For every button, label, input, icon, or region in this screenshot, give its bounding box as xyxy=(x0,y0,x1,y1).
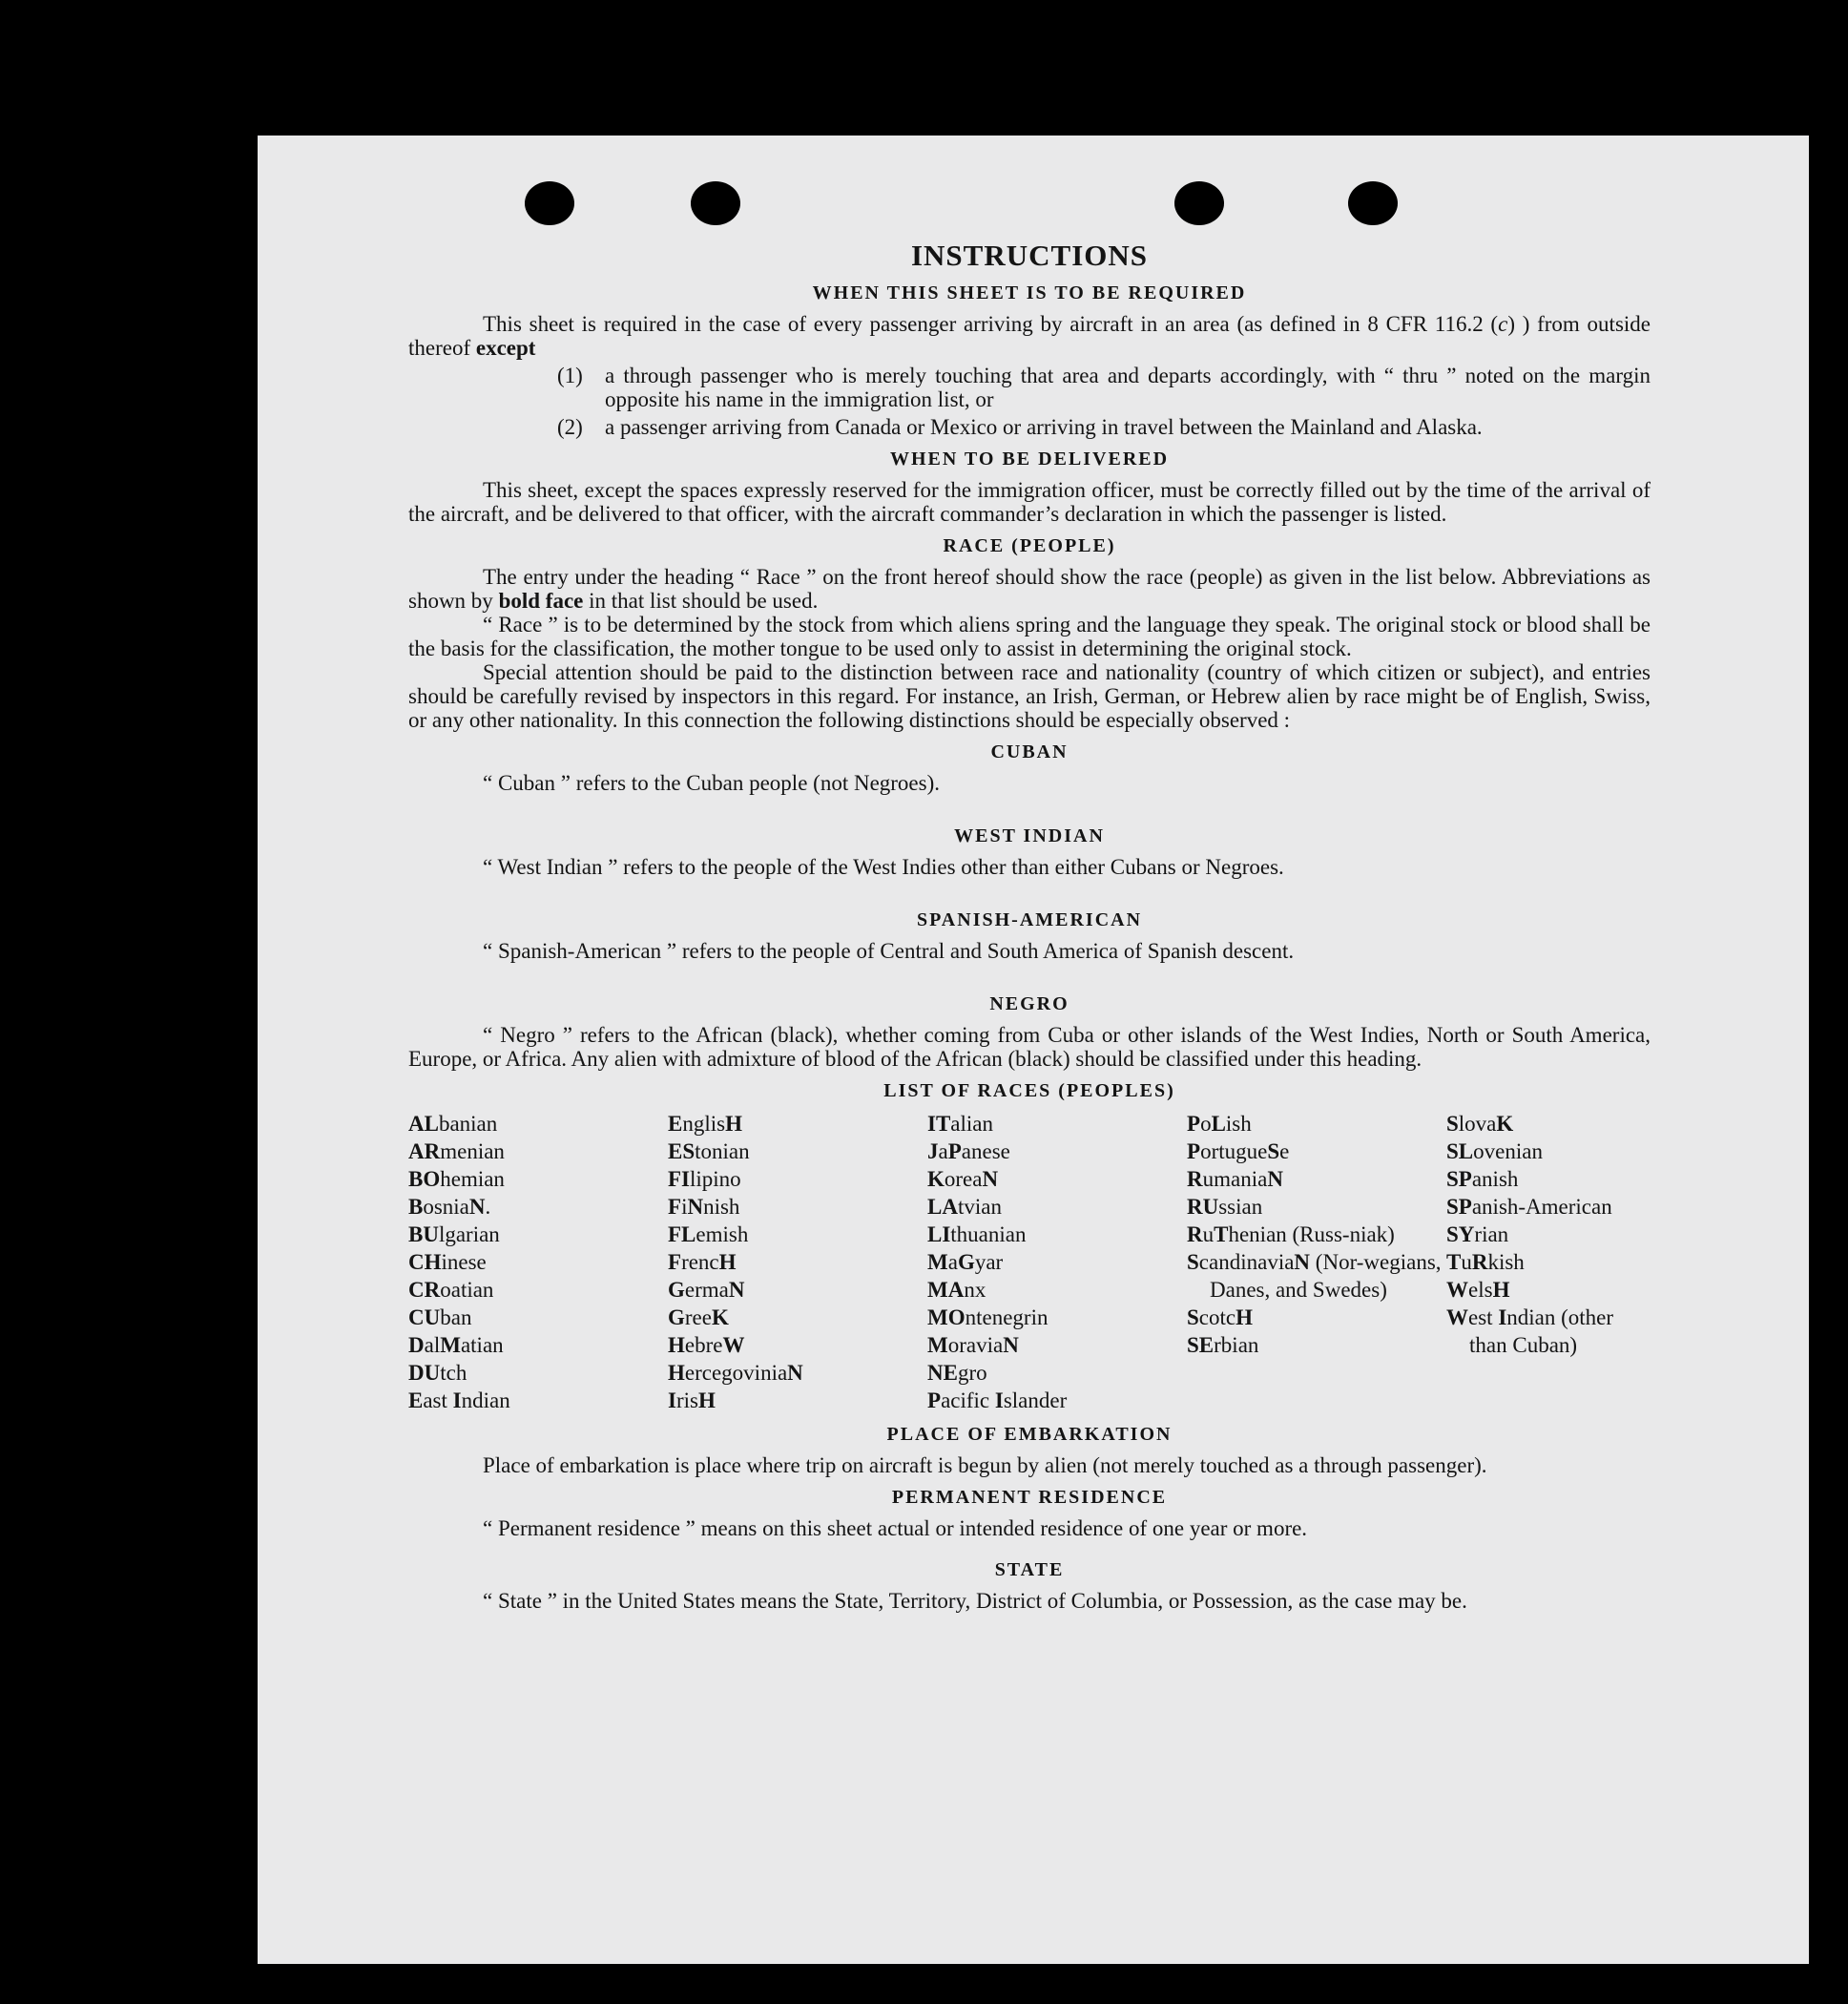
race-text: atian xyxy=(460,1333,504,1357)
race-entry xyxy=(408,1304,668,1331)
text: in that list should be used. xyxy=(583,589,819,613)
race-abbrev: S xyxy=(1187,1250,1199,1274)
races-list xyxy=(408,1110,1651,1414)
section-heading-state: STATE xyxy=(994,1559,1065,1580)
race-abbrev: N xyxy=(468,1195,486,1219)
race-text: tch xyxy=(440,1361,467,1385)
bold-phrase: bold face xyxy=(498,589,584,613)
race-entry xyxy=(408,1359,668,1387)
race-entry xyxy=(408,1165,668,1193)
race-abbrev: L xyxy=(1211,1112,1226,1136)
races-column xyxy=(408,1110,668,1414)
race-abbrev: P xyxy=(927,1388,942,1412)
item-text: a passenger arriving from Canada or Mexico or arriving in travel between the Mainland and Alaska. xyxy=(605,415,1483,439)
race-entry xyxy=(1446,1248,1651,1276)
race-entry xyxy=(668,1359,927,1387)
race-entry xyxy=(927,1331,1187,1359)
race-text: ssian xyxy=(1218,1195,1263,1219)
race-text: anish-American xyxy=(1471,1195,1612,1219)
race-abbrev: BO xyxy=(408,1167,441,1191)
race-abbrev: P xyxy=(947,1139,962,1163)
race-entry xyxy=(927,1248,1187,1276)
race-text: thuanian xyxy=(950,1222,1027,1246)
punch-hole xyxy=(525,181,574,225)
race-text: renc xyxy=(681,1250,719,1274)
race-text: oatian xyxy=(440,1278,494,1302)
race-abbrev: AL xyxy=(408,1112,439,1136)
document-page xyxy=(258,136,1809,1964)
paragraph-delivered: This sheet, except the spaces expressly reserved for the immigration officer, must be correctly filled out by the time of the arrival of the aircraft, and be delivered to that officer, with the aircraft commander’s declaration in which the passenger is listed. xyxy=(408,478,1651,526)
text: This sheet is required in the case of every passenger arriving by aircraft in an area (as defined in 8 CFR 116.2 ( xyxy=(483,312,1499,336)
race-entry xyxy=(1187,1193,1446,1221)
race-text: anish xyxy=(1471,1167,1519,1191)
race-abbrev: I xyxy=(668,1388,676,1412)
race-entry xyxy=(1187,1331,1446,1359)
race-abbrev: N xyxy=(982,1167,999,1191)
race-text: hemian xyxy=(440,1167,505,1191)
race-text: emish xyxy=(696,1222,749,1246)
section-heading-delivered: WHEN TO BE DELIVERED xyxy=(889,449,1170,470)
punch-hole xyxy=(691,181,740,225)
race-abbrev: M xyxy=(927,1250,948,1274)
section-heading-cuban: CUBAN xyxy=(990,741,1069,762)
paragraph-race-1 xyxy=(408,565,1651,613)
race-text: i xyxy=(681,1195,688,1219)
race-abbrev: J xyxy=(927,1139,939,1163)
race-text: ebre xyxy=(684,1333,723,1357)
punch-hole xyxy=(1348,181,1398,225)
section-heading-negro: NEGRO xyxy=(989,993,1069,1014)
race-abbrev: AR xyxy=(408,1139,441,1163)
race-text: henian (Russ-niak) xyxy=(1228,1222,1395,1246)
race-entry xyxy=(927,1138,1187,1165)
races-column xyxy=(1187,1110,1446,1414)
race-abbrev: P xyxy=(1187,1139,1201,1163)
race-text: tonian xyxy=(695,1139,750,1163)
race-abbrev: DU xyxy=(408,1361,441,1385)
race-entry xyxy=(408,1248,668,1276)
race-entry xyxy=(927,1193,1187,1221)
race-text: osnia xyxy=(423,1195,469,1219)
punch-hole xyxy=(1174,181,1224,225)
race-abbrev: R xyxy=(1471,1250,1488,1274)
race-entry xyxy=(668,1248,927,1276)
race-text: cotc xyxy=(1198,1305,1236,1329)
race-entry xyxy=(1446,1165,1651,1193)
paragraph-west-indian: “ West Indian ” refers to the people of the West Indies other than either Cubans or Negroes. xyxy=(483,855,1284,879)
race-text: (Nor-wegians, Danes, and Swedes) xyxy=(1210,1250,1442,1302)
race-abbrev: S xyxy=(1187,1305,1199,1329)
race-abbrev: W xyxy=(722,1333,745,1357)
paragraph-spanish-american: “ Spanish-American ” refers to the people of Central and South America of Spanish descent. xyxy=(483,939,1295,963)
list-item xyxy=(557,415,1651,439)
race-entry xyxy=(408,1138,668,1165)
race-text: u xyxy=(1461,1250,1472,1274)
race-entry xyxy=(408,1110,668,1138)
race-text: lova xyxy=(1458,1112,1497,1136)
race-abbrev: G xyxy=(668,1305,685,1329)
race-abbrev: N xyxy=(1267,1167,1283,1191)
race-abbrev: T xyxy=(1446,1250,1462,1274)
race-abbrev: H xyxy=(1492,1278,1510,1302)
race-abbrev: MA xyxy=(927,1278,965,1302)
race-abbrev: SL xyxy=(1446,1139,1474,1163)
race-entry xyxy=(408,1331,668,1359)
race-text: ndian (other than Cuban) xyxy=(1469,1305,1614,1357)
race-text: al xyxy=(424,1333,441,1357)
race-abbrev: P xyxy=(1187,1112,1201,1136)
section-heading-west-indian: WEST INDIAN xyxy=(954,825,1105,846)
race-text: els xyxy=(1468,1278,1493,1302)
race-text: ast xyxy=(423,1388,453,1412)
race-abbrev: S xyxy=(1446,1112,1459,1136)
race-entry xyxy=(1446,1304,1651,1359)
race-abbrev: ES xyxy=(668,1139,696,1163)
item-number: (1) xyxy=(557,364,583,387)
race-abbrev: I xyxy=(994,1388,1004,1412)
race-entry xyxy=(408,1276,668,1304)
race-entry xyxy=(408,1193,668,1221)
race-abbrev: E xyxy=(408,1388,424,1412)
race-text: ris xyxy=(675,1388,698,1412)
race-text: lipino xyxy=(690,1167,741,1191)
race-abbrev: F xyxy=(668,1250,682,1274)
race-text: erma xyxy=(684,1278,729,1302)
race-text: alian xyxy=(950,1112,993,1136)
race-text: ndian xyxy=(461,1388,510,1412)
race-abbrev: W xyxy=(1446,1278,1468,1302)
race-text: menian xyxy=(440,1139,505,1163)
race-abbrev: N xyxy=(787,1361,803,1385)
race-entry xyxy=(1446,1110,1651,1138)
race-text: ish xyxy=(1225,1112,1252,1136)
race-abbrev: SP xyxy=(1446,1195,1472,1219)
instructions-body xyxy=(408,239,1651,1613)
race-text: nish xyxy=(703,1195,740,1219)
section-heading-embarkation: PLACE OF EMBARKATION xyxy=(886,1424,1173,1445)
race-abbrev: M xyxy=(440,1333,461,1357)
race-entry xyxy=(668,1331,927,1359)
race-entry xyxy=(927,1387,1187,1414)
race-abbrev: I xyxy=(1498,1305,1507,1329)
race-abbrev: H xyxy=(668,1333,685,1357)
race-abbrev: SP xyxy=(1446,1167,1472,1191)
race-text: ree xyxy=(684,1305,712,1329)
race-entry xyxy=(1187,1248,1446,1304)
list-item xyxy=(557,364,1651,411)
race-entry xyxy=(1446,1276,1651,1304)
race-text: candinavia xyxy=(1198,1250,1295,1274)
item-text: a through passenger who is merely touching that area and departs accordingly, with “ thru ” noted on the margin opposite his name in the immigration list, or xyxy=(605,364,1651,411)
race-abbrev: N xyxy=(1294,1250,1311,1274)
race-entry xyxy=(1446,1138,1651,1165)
race-text: ortugue xyxy=(1200,1139,1268,1163)
race-abbrev: LA xyxy=(927,1195,958,1219)
race-text: kish xyxy=(1487,1250,1525,1274)
bold-word: except xyxy=(475,336,536,360)
race-text: est xyxy=(1468,1305,1499,1329)
race-abbrev: W xyxy=(1446,1305,1468,1329)
race-entry xyxy=(668,1276,927,1304)
race-abbrev: R xyxy=(1187,1167,1203,1191)
race-abbrev: LI xyxy=(927,1222,951,1246)
race-abbrev: K xyxy=(927,1167,945,1191)
race-text: lgarian xyxy=(438,1222,500,1246)
paragraph-cuban: “ Cuban ” refers to the Cuban people (not Negroes). xyxy=(483,771,941,795)
race-abbrev: K xyxy=(711,1305,729,1329)
race-abbrev: H xyxy=(668,1361,685,1385)
race-text: gro xyxy=(957,1361,987,1385)
race-text: o xyxy=(1200,1112,1212,1136)
race-abbrev: BU xyxy=(408,1222,439,1246)
italic-letter: c xyxy=(1498,312,1508,336)
section-heading-spanish-american: SPANISH-AMERICAN xyxy=(916,909,1143,930)
race-entry xyxy=(1187,1110,1446,1138)
race-abbrev: CU xyxy=(408,1305,441,1329)
race-entry xyxy=(1446,1221,1651,1248)
races-column xyxy=(927,1110,1187,1414)
race-text: a xyxy=(938,1139,948,1163)
race-abbrev: B xyxy=(408,1195,424,1219)
race-text: e xyxy=(1279,1139,1290,1163)
race-text: inese xyxy=(441,1250,487,1274)
race-abbrev: CH xyxy=(408,1250,442,1274)
section-heading-residence: PERMANENT RESIDENCE xyxy=(891,1487,1168,1508)
paragraph-race-3: Special attention should be paid to the distinction between race and nationality (country of which citizen or subject), and entries should be carefully revised by inspectors in this regard. For instance, an Irish, German, or Hebrew alien by race might be of English, Swiss, or any other nationality. In this connection the following distinctions should be especially observed : xyxy=(408,660,1651,732)
paragraph-race-2: “ Race ” is to be determined by the stock from which aliens spring and the language they speak. The original stock or blood shall be the basis for the classification, the mother tongue to be used only to assist in determining the original stock. xyxy=(408,613,1651,660)
race-text: nx xyxy=(964,1278,986,1302)
race-entry xyxy=(927,1221,1187,1248)
race-entry xyxy=(1187,1221,1446,1248)
race-entry xyxy=(927,1110,1187,1138)
race-text: anese xyxy=(961,1139,1010,1163)
race-entry xyxy=(668,1110,927,1138)
race-abbrev: N xyxy=(1003,1333,1019,1357)
race-abbrev: T xyxy=(1214,1222,1229,1246)
race-abbrev: SE xyxy=(1187,1333,1215,1357)
race-entry xyxy=(668,1304,927,1331)
race-entry xyxy=(668,1165,927,1193)
race-abbrev: IT xyxy=(927,1112,951,1136)
text: The entry under the heading “ Race ” on the front hereof should show the race (people) as given in the list below. Abbreviations as shown by xyxy=(408,565,1651,613)
race-entry xyxy=(927,1276,1187,1304)
race-abbrev: R xyxy=(1187,1222,1203,1246)
race-abbrev: G xyxy=(668,1278,685,1302)
race-abbrev: CR xyxy=(408,1278,441,1302)
race-abbrev: H xyxy=(718,1250,737,1274)
paragraph-required xyxy=(408,312,1651,360)
race-entry xyxy=(1187,1138,1446,1165)
race-abbrev: S xyxy=(1267,1139,1280,1163)
race-text: orea xyxy=(944,1167,983,1191)
race-entry xyxy=(408,1221,668,1248)
page-title: INSTRUCTIONS xyxy=(910,239,1148,272)
race-entry xyxy=(668,1138,927,1165)
race-text: tvian xyxy=(957,1195,1002,1219)
text: ) ) from outside thereof xyxy=(408,312,1651,360)
race-text: umania xyxy=(1202,1167,1268,1191)
race-abbrev: H xyxy=(725,1112,742,1136)
races-column xyxy=(668,1110,927,1414)
race-entry xyxy=(927,1304,1187,1331)
race-abbrev: RU xyxy=(1187,1195,1219,1219)
race-text: yar xyxy=(974,1250,1004,1274)
item-number: (2) xyxy=(557,415,583,439)
race-text: banian xyxy=(438,1112,498,1136)
race-text: ercegovinia xyxy=(684,1361,788,1385)
race-entry xyxy=(408,1387,668,1414)
section-heading-race: RACE (PEOPLE) xyxy=(943,535,1116,556)
section-heading-required: WHEN THIS SHEET IS TO BE REQUIRED xyxy=(812,282,1247,303)
race-abbrev: D xyxy=(408,1333,425,1357)
paragraph-residence: “ Permanent residence ” means on this sheet actual or intended residence of one year or more. xyxy=(483,1516,1308,1540)
race-text: a xyxy=(947,1250,958,1274)
race-abbrev: K xyxy=(1496,1112,1514,1136)
paragraph-embarkation: Place of embarkation is place where trip on aircraft is begun by alien (not merely touched as a through passenger). xyxy=(483,1453,1487,1477)
race-text: slander xyxy=(1003,1388,1068,1412)
race-text: . xyxy=(485,1195,491,1219)
race-entry xyxy=(1446,1193,1651,1221)
paragraph-state: “ State ” in the United States means the State, Territory, District of Columbia, or Possession, as the case may be. xyxy=(483,1589,1467,1613)
race-abbrev: H xyxy=(697,1388,716,1412)
race-abbrev: H xyxy=(1235,1305,1253,1329)
race-text: rian xyxy=(1474,1222,1509,1246)
race-text: oravia xyxy=(947,1333,1004,1357)
race-abbrev: MO xyxy=(927,1305,966,1329)
race-abbrev: F xyxy=(668,1195,682,1219)
race-abbrev: N xyxy=(728,1278,745,1302)
race-text: ntenegrin xyxy=(965,1305,1049,1329)
race-abbrev: FL xyxy=(668,1222,696,1246)
race-abbrev: FI xyxy=(668,1167,690,1191)
race-abbrev: G xyxy=(957,1250,975,1274)
race-entry xyxy=(1187,1304,1446,1331)
paragraph-negro: “ Negro ” refers to the African (black), whether coming from Cuba or other islands of the West Indies, North or South America, Europe, or Africa. Any alien with admixture of blood of the African (black) should be classified under this heading. xyxy=(408,1023,1651,1071)
race-entry xyxy=(1187,1165,1446,1193)
race-abbrev: N xyxy=(687,1195,704,1219)
race-text: u xyxy=(1202,1222,1215,1246)
section-heading-list-of-races: LIST OF RACES (PEOPLES) xyxy=(883,1080,1175,1101)
race-text: nglis xyxy=(682,1112,726,1136)
race-entry xyxy=(927,1359,1187,1387)
race-entry xyxy=(668,1387,927,1414)
race-text: ovenian xyxy=(1473,1139,1543,1163)
race-entry xyxy=(927,1165,1187,1193)
race-abbrev: NE xyxy=(927,1361,958,1385)
race-abbrev: SY xyxy=(1446,1222,1475,1246)
race-entry xyxy=(668,1221,927,1248)
race-entry xyxy=(668,1193,927,1221)
race-abbrev: M xyxy=(927,1333,948,1357)
races-column xyxy=(1446,1110,1651,1414)
race-text: ban xyxy=(440,1305,472,1329)
race-abbrev: I xyxy=(452,1388,462,1412)
race-abbrev: E xyxy=(668,1112,683,1136)
race-text: acific xyxy=(941,1388,995,1412)
race-text: rbian xyxy=(1214,1333,1259,1357)
